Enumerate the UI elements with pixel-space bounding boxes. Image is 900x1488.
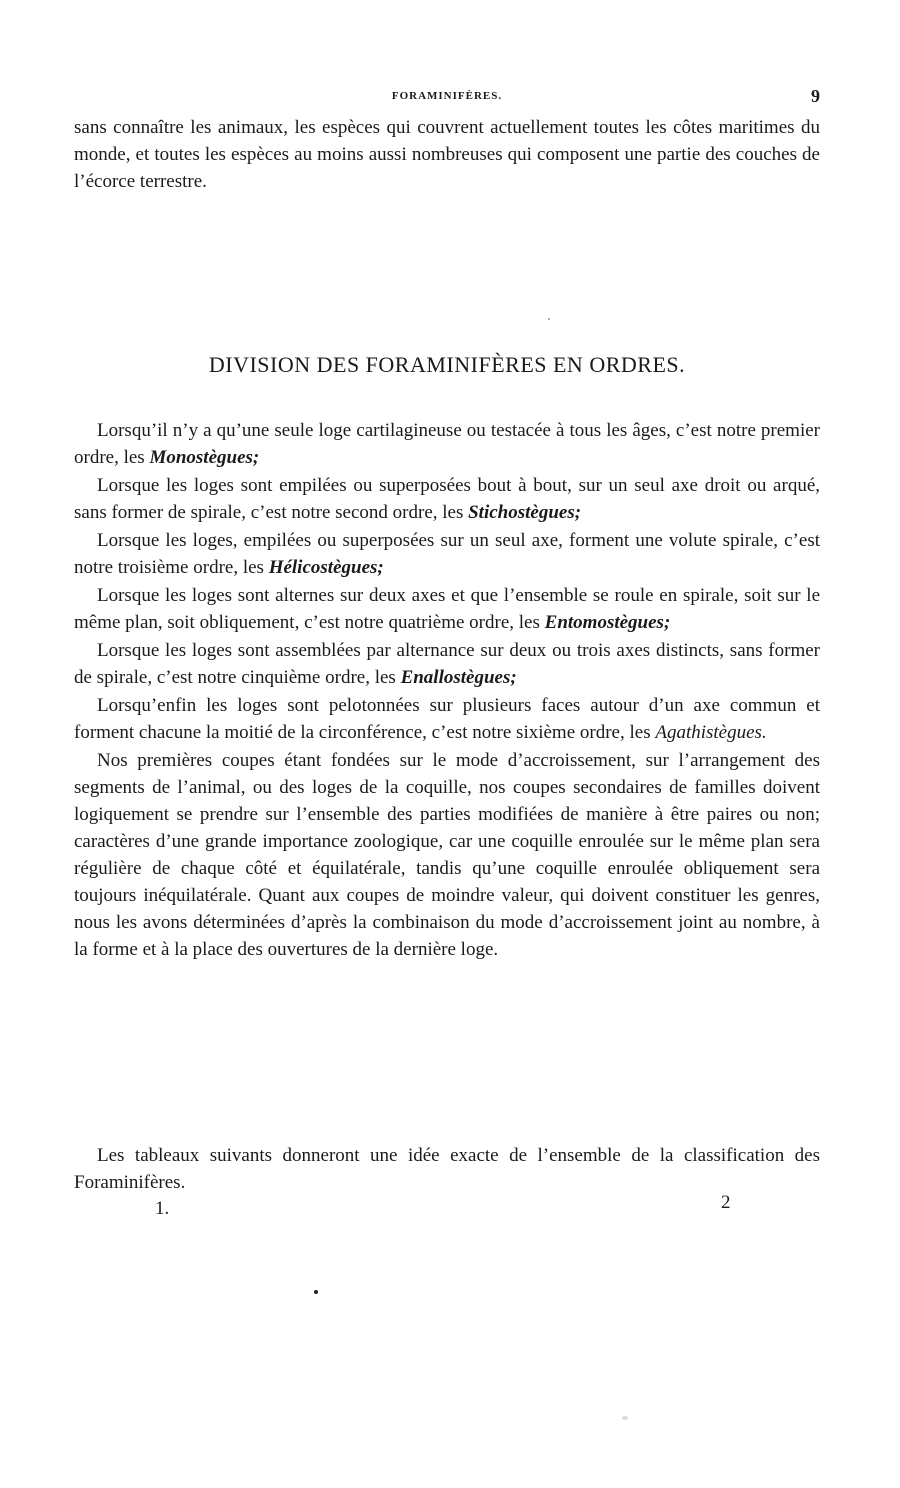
order-text: Lorsque les loges, empilées ou superposées sur un seul axe, forment une volute spirale, c’est notre troisième ordre, les (74, 530, 820, 578)
order-text: Lorsque les loges sont assemblées par alternance sur deux ou trois axes distincts, sans former de spirale, c’est notre cinquième ordre, les (74, 640, 820, 688)
signature-mark-right: 2 (721, 1192, 731, 1213)
order-taxon-name: Agathistègues (655, 722, 762, 743)
order-paragraph (74, 637, 820, 691)
order-text: Lorsque les loges sont empilées ou superposées bout à bout, sur un seul axe droit ou arqué, sans former de spirale, c’est notre second ordre, les (74, 475, 820, 523)
order-paragraph (74, 417, 820, 471)
signature-mark-left: 1. (155, 1198, 170, 1219)
cuts-paragraph: Nos premières coupes étant fondées sur le mode d’accroissement, sur l’arrangement des segments de l’animal, ou des loges de la coquille, nos coupes secondaires de familles doivent logiquement se prendre sur l’ensemble des parties modifiées de manière à être paires ou non; caractères d’une grande importance zoologique, car une coquille enroulée sur le même plan sera régulière de chaque côté et équilatérale, tandis qu’une coquille enroulée obliquement sera toujours inéquilatérale. Quant aux coupes de moindre valeur, qui doivent constituer les genres, nous les avons déterminées d’après la combinaison du mode d’accroissement joint au nombre, à la forme et à la place des ouvertures de la dernière loge. (74, 750, 820, 960)
order-text: Lorsqu’enfin les loges sont pelotonnées sur plusieurs faces autour d’un axe commun et forment chacune la moitié de la circonférence, c’est notre sixième ordre, les (74, 695, 820, 743)
section-title: DIVISION DES FORAMINIFÈRES EN ORDRES. (208, 352, 686, 377)
order-punctuation: ; (663, 612, 671, 633)
order-punctuation: . (761, 722, 767, 743)
tables-text: Les tableaux suivants donneront une idée exacte de l’ensemble de la classification des Foraminifères. (74, 1145, 820, 1193)
order-taxon-name: Monostègues (149, 447, 253, 468)
ink-speck (314, 1290, 318, 1294)
order-punctuation: ; (510, 667, 517, 688)
order-text: Lorsqu’il n’y a qu’une seule loge cartilagineuse ou testacée à tous les âges, c’est notre premier ordre, les (74, 420, 820, 468)
order-paragraph (74, 692, 820, 746)
order-paragraph (74, 527, 820, 581)
order-taxon-name: Entomostègues (544, 612, 664, 633)
order-taxon-name: Enallostègues (400, 667, 511, 688)
ink-speck (622, 1416, 628, 1420)
running-head (74, 88, 820, 108)
order-text: Lorsque les loges sont alternes sur deux axes et que l’ensemble se roule en spirale, soit sur le même plan, soit obliquement, c’est notre quatrième ordre, les (74, 585, 820, 633)
tables-paragraph (74, 1142, 820, 1196)
intro-paragraph (74, 114, 820, 195)
order-punctuation: ; (252, 447, 260, 468)
order-punctuation: ; (377, 557, 384, 578)
order-taxon-name: Hélicostègues (268, 557, 378, 578)
orders-list (74, 417, 820, 963)
order-punctuation: ; (574, 502, 582, 523)
order-paragraph (74, 472, 820, 526)
order-taxon-name: Stichostègues (468, 502, 575, 523)
running-title: FORAMINIFÈRES. (391, 90, 503, 102)
intro-text: sans connaître les animaux, les espèces qui couvrent actuellement toutes les côtes maritimes du monde, et toutes les espèces au moins aussi nombreuses qui composent une partie des couches de l’écorce terrestre. (74, 117, 820, 192)
order-paragraph (74, 582, 820, 636)
page-number: 9 (811, 86, 820, 106)
ink-speck (548, 318, 550, 320)
